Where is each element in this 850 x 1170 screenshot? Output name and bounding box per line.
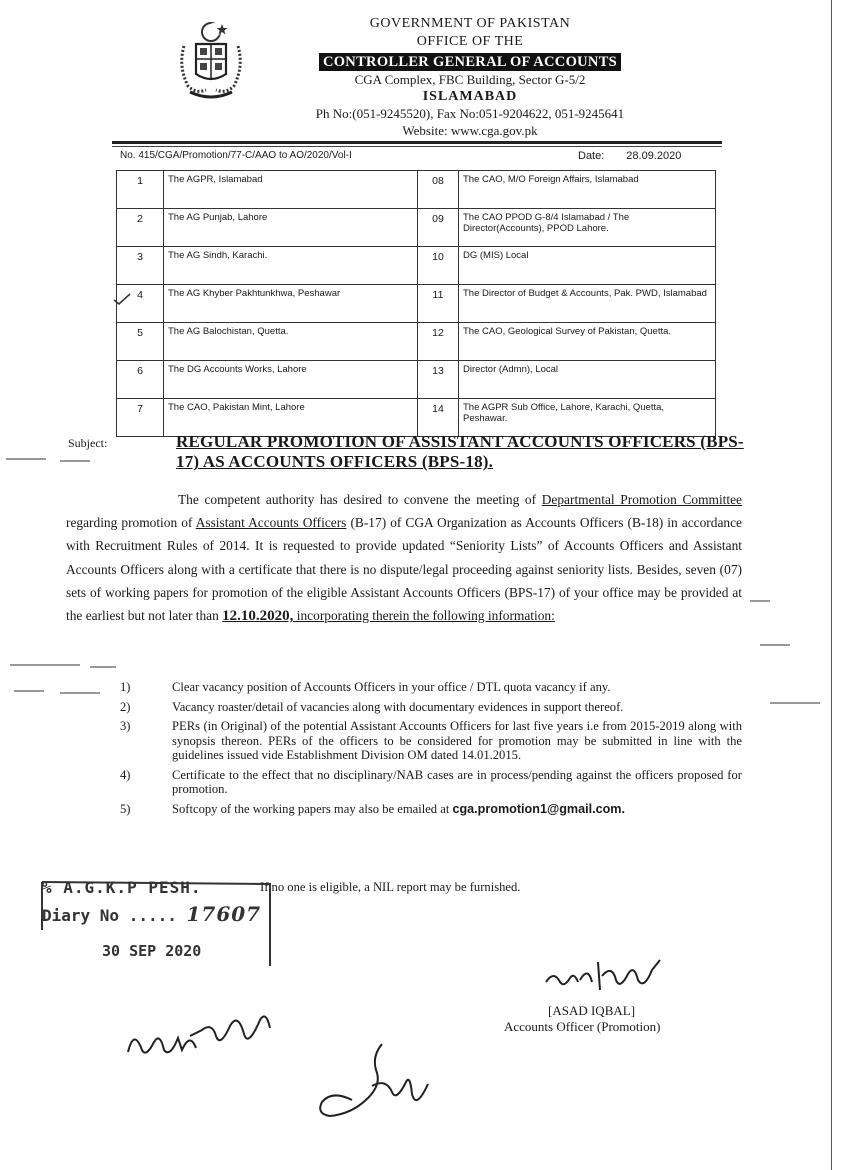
subject-label: Subject: <box>68 436 108 450</box>
addressee-number: 1 <box>117 171 164 209</box>
header-divider <box>112 141 722 144</box>
list-item <box>120 768 742 797</box>
body-text-4: incorporating therein the following information: <box>293 608 555 624</box>
scan-noise <box>0 440 850 740</box>
addressee-number: 3 <box>117 247 164 285</box>
list-item-number: 2) <box>120 699 131 714</box>
addressee-name: The AG Punjab, Lahore <box>164 209 418 247</box>
list-item-number: 5) <box>120 801 131 816</box>
header-address: CGA Complex, FBC Building, Sector G-5/2 <box>354 72 586 87</box>
header-department <box>240 53 700 71</box>
addressee-number: 11 <box>418 285 459 323</box>
table-row <box>117 171 716 209</box>
signatory-name: [ASAD IQBAL] <box>548 1003 636 1018</box>
body-aao: Assistant Accounts Officers <box>195 515 347 531</box>
subject-text: REGULAR PROMOTION OF ASSISTANT ACCOUNTS OFFICERS (BPS-17) AS ACCOUNTS OFFICERS (BPS-18). <box>176 432 744 472</box>
list-item-text: PERs (in Original) of the potential Assistant Accounts Officers for last five years i.e from 2015-2019 along with synopsis thereon. PERs of the officers to be considered for promotion may be submitted in line with the guidelines issued vide Establishment Division OM dated 14.01.2015. <box>172 719 742 762</box>
addressee-number: 4 <box>117 285 164 323</box>
header-phone: Ph No:(051-9245520), Fax No:051-9204622, 051-9245641 <box>315 106 625 121</box>
list-item-text: Vacancy roaster/detail of vacancies along with documentary evidences in support thereof. <box>172 699 624 714</box>
addressee-number: 10 <box>418 247 459 285</box>
letter-date <box>578 150 681 162</box>
list-item-number: 3) <box>120 719 131 733</box>
addressee-name: DG (MIS) Local <box>459 247 716 285</box>
header-office: OFFICE OF THE <box>416 34 524 49</box>
list-item-number: 1) <box>120 680 131 694</box>
stamp-diary: Diary No ..... 17607 <box>42 902 262 926</box>
addressee-name: The AG Balochistan, Quetta. <box>164 323 418 361</box>
list-item-text: Clear vacancy position of Accounts Officers in your office / DTL quota vacancy if any. <box>172 680 611 694</box>
addressee-number: 6 <box>117 361 164 399</box>
table-row <box>117 285 716 323</box>
addressee-name: Director (Admn), Local <box>459 361 716 399</box>
table-row <box>117 361 716 399</box>
stamp-diary-number: 17607 <box>186 902 262 926</box>
softcopy-text: Softcopy of the working papers may also be emailed at <box>172 801 453 816</box>
addressee-name: The CAO, Pakistan Mint, Lahore <box>164 399 418 437</box>
stamp-date: 30 SEP 2020 <box>102 942 202 960</box>
list-item-number: 4) <box>120 767 131 782</box>
body-text-1: The competent authority has desired to convene the meeting of <box>178 492 542 507</box>
tick-mark-icon <box>112 292 132 306</box>
nil-report-note: If no one is eligible, a NIL report may be furnished. <box>260 880 521 894</box>
header-government: GOVERNMENT OF PAKISTAN <box>369 16 571 31</box>
addressee-number: 08 <box>418 171 459 209</box>
reference-number: No. 415/CGA/Promotion/77-C/AAO to AO/2020/Vol-I <box>120 150 352 161</box>
list-item-text <box>172 802 742 817</box>
addressee-number: 13 <box>418 361 459 399</box>
list-item <box>120 802 742 817</box>
addressee-name: The CAO, Geological Survey of Pakistan, Quetta. <box>459 323 716 361</box>
header-department-text: CONTROLLER GENERAL OF ACCOUNTS <box>319 53 621 71</box>
table-row <box>117 247 716 285</box>
addressee-name: The Director of Budget & Accounts, Pak. PWD, Islamabad <box>459 285 716 323</box>
table-row <box>117 323 716 361</box>
addressee-number: 2 <box>117 209 164 247</box>
addressee-name: The AGPR Sub Office, Lahore, Karachi, Quetta, Peshawar. <box>459 399 716 437</box>
signature-asad-iqbal-icon <box>540 956 670 998</box>
addressee-name: The DG Accounts Works, Lahore <box>164 361 418 399</box>
state-emblem-icon <box>176 16 246 102</box>
addressee-name: The AGPR, Islamabad <box>164 171 418 209</box>
addressee-name: The AG Sindh, Karachi. <box>164 247 418 285</box>
body-dpc: Departmental Promotion Committee <box>541 492 742 507</box>
addressee-name: The CAO PPOD G-8/4 Islamabad / The Director(Accounts), PPOD Lahore. <box>459 209 716 247</box>
date-label: Date: <box>578 150 605 162</box>
body-text-3: (B-17) of CGA Organization as Accounts Officers (B-18) in accordance with Recruitment Rules of 2014. It is requested to provide updated “Seniority Lists” of Accounts Officers and Assistant Accounts Officers along with a certificate that there is no dispute/legal proceeding against seniority lists. Besides, seven (07) sets of working papers for promotion of the eligible Assistant Accounts Officers (BPS-17) of your office may be provided at the earliest but not later than <box>66 515 742 624</box>
addressee-number: 14 <box>418 399 459 437</box>
signatory-designation: Accounts Officer (Promotion) <box>504 1019 661 1034</box>
list-item-text: Certificate to the effect that no disciplinary/NAB cases are in process/pending against the officers proposed for promotion. <box>172 767 742 796</box>
body-text-2: regarding promotion of <box>66 515 196 531</box>
addressee-table <box>116 170 716 437</box>
addressee-name: The CAO, M/O Foreign Affairs, Islamabad <box>459 171 716 209</box>
body-deadline: 12.10.2020, <box>222 608 294 625</box>
addressee-number: 09 <box>418 209 459 247</box>
stamp-diary-label: Diary No <box>42 906 120 925</box>
handwritten-signature-icon <box>312 1036 442 1126</box>
addressee-name: The AG Khyber Pakhtunkhwa, Peshawar <box>164 285 418 323</box>
stamp-office: % A.G.K.P PESH. <box>42 878 202 897</box>
table-row <box>117 399 716 437</box>
date-value: 28.09.2020 <box>626 150 682 162</box>
addressee-number: 7 <box>117 399 164 437</box>
email-address[interactable]: cga.promotion1@gmail.com. <box>452 801 626 816</box>
handwritten-initials-icon <box>120 992 280 1072</box>
addressee-number: 12 <box>418 323 459 361</box>
header-city: ISLAMABAD <box>422 89 518 104</box>
header-website: Website: www.cga.gov.pk <box>402 123 538 138</box>
addressee-number: 5 <box>117 323 164 361</box>
table-row <box>117 209 716 247</box>
header-divider-thin <box>112 146 722 147</box>
